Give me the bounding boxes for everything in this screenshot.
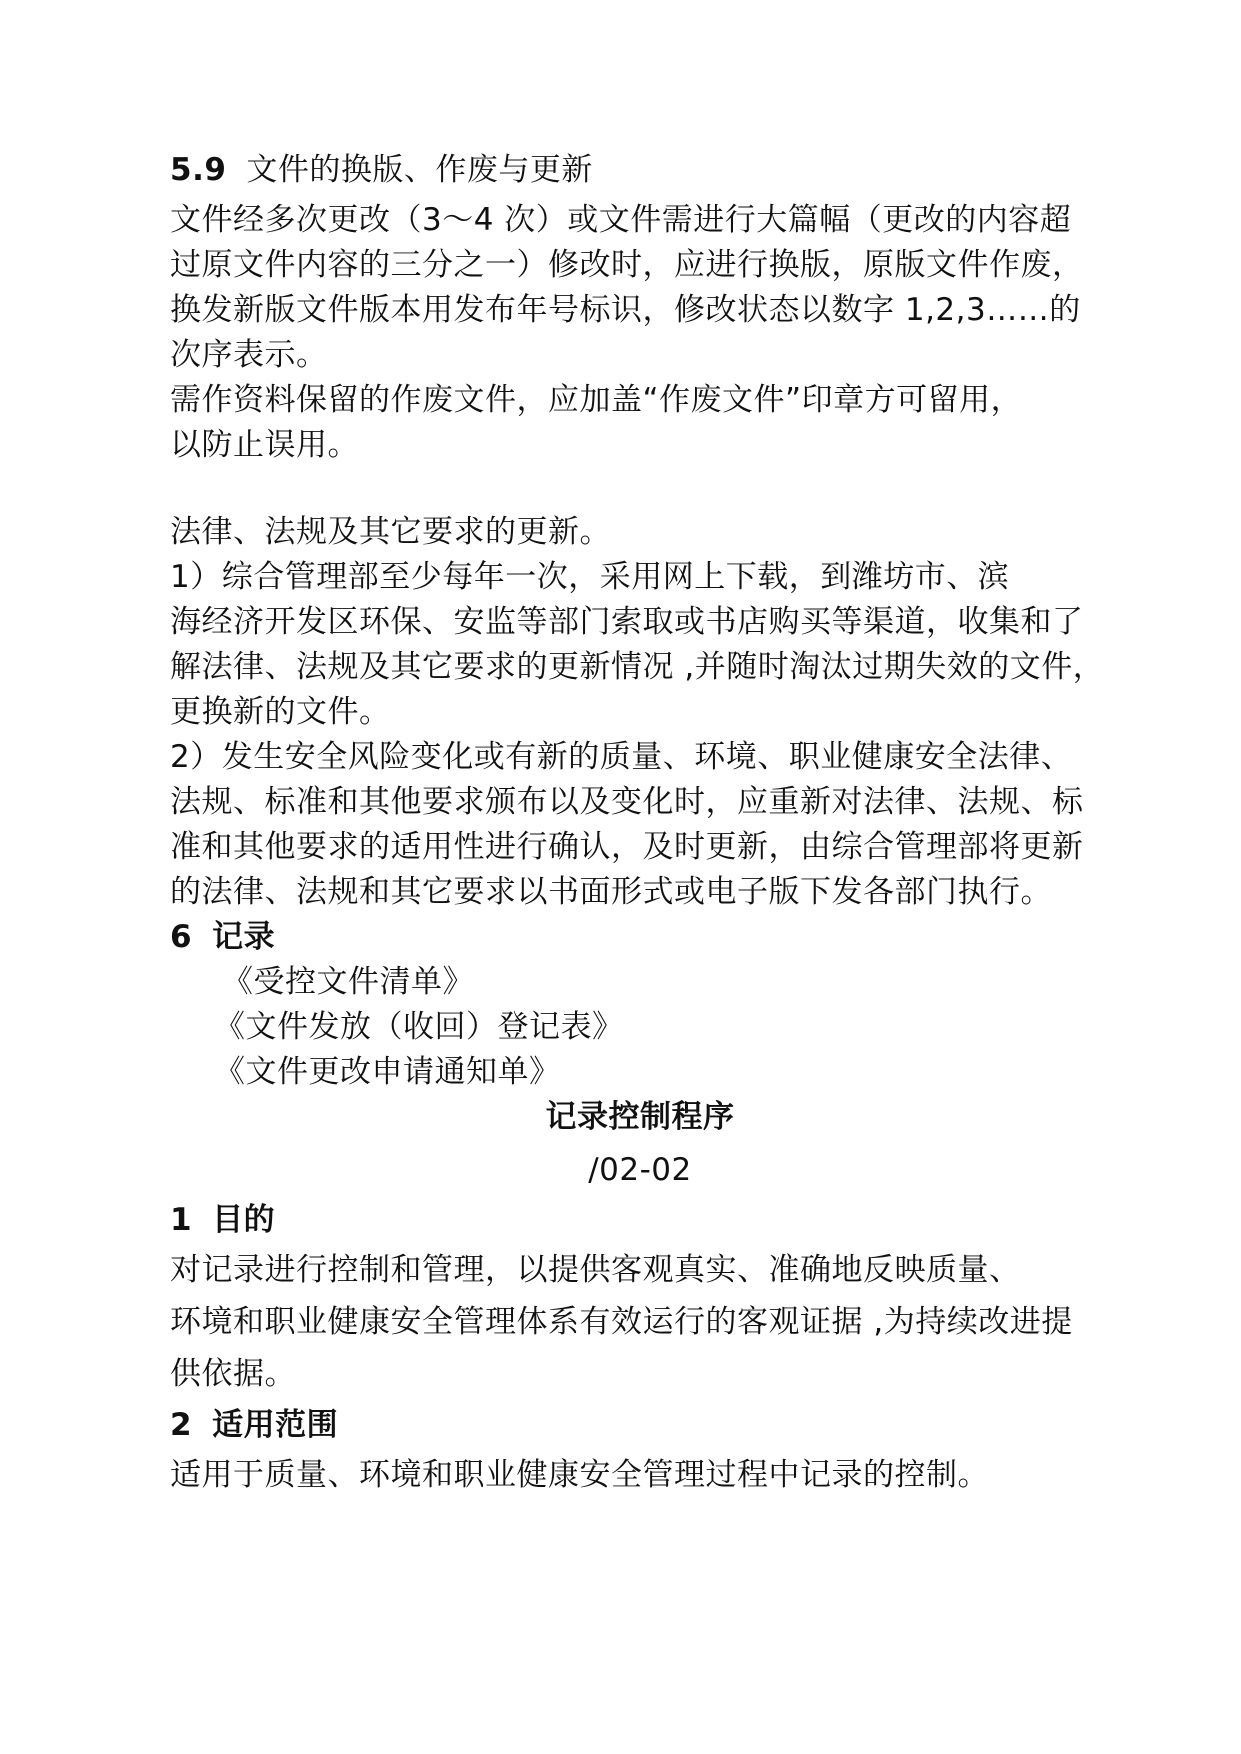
section-title: 文件的换版、作废与更新: [246, 152, 593, 188]
section-5-9-heading: [170, 150, 1130, 190]
paragraph-line: 更换新的文件。: [170, 694, 391, 730]
paragraph-line: 供依据。: [170, 1356, 296, 1392]
paragraph-line: 过原文件内容的三分之一）修改时，应进行换版，原版文件作废，: [170, 247, 1084, 283]
section-number: 2: [170, 1407, 193, 1443]
section-number: 5.9: [170, 152, 227, 188]
section-title: 记录: [212, 919, 276, 955]
section-1-heading: [170, 1200, 1130, 1240]
record-item: 《文件发放（收回）登记表》: [214, 1009, 624, 1045]
paragraph-line: 2）发生安全风险变化或有新的质量、环境、职业健康安全法律、: [170, 739, 1073, 775]
section-number: 1: [170, 1202, 193, 1238]
section-6-heading: [170, 917, 1130, 957]
paragraph-line: 以防止误用。: [170, 427, 359, 463]
paragraph-line: 次序表示。: [170, 337, 328, 373]
section-title: 目的: [212, 1202, 276, 1238]
paragraph-line: 换发新版文件版本用发布年号标识，修改状态以数字 1,2,3……的: [170, 292, 1081, 328]
paragraph-line: 需作资料保留的作废文件，应加盖“作废文件”印章方可留用，: [170, 382, 1023, 418]
section-title: 适用范围: [212, 1407, 339, 1443]
paragraph-line: 对记录进行控制和管理，以提供客观真实、准确地反映质量、: [170, 1252, 1021, 1288]
record-item: 《文件更改申请通知单》: [214, 1054, 561, 1090]
law-update-heading: 法律、法规及其它要求的更新。: [170, 514, 611, 550]
paragraph-line: 海经济开发区环保、安监等部门索取或书店购买等渠道，收集和了: [170, 604, 1084, 640]
paragraph-line: 的法律、法规和其它要求以书面形式或电子版下发各部门执行。: [170, 874, 1052, 910]
record-item: 《受控文件清单》: [222, 964, 474, 1000]
paragraph-line: 文件经多次更改（3～4 次）或文件需进行大篇幅（更改的内容超: [170, 202, 1072, 238]
paragraph-line: 法规、标准和其他要求颁布以及变化时，应重新对法律、法规、标: [170, 784, 1084, 820]
procedure-code: /02-02: [588, 1152, 692, 1188]
procedure-title: 记录控制程序: [545, 1099, 735, 1135]
section-2-heading: [170, 1405, 1130, 1445]
paragraph-line: 适用于质量、环境和职业健康安全管理过程中记录的控制。: [170, 1457, 989, 1493]
paragraph-line: 环境和职业健康安全管理体系有效运行的客观证据 ,为持续改进提: [170, 1304, 1073, 1340]
paragraph-line: 解法律、法规及其它要求的更新情况 ,并随时淘汰过期失效的文件，: [170, 649, 1105, 685]
paragraph-line: 1）综合管理部至少每年一次，采用网上下载，到潍坊市、滨: [170, 559, 1010, 595]
paragraph-line: 准和其他要求的适用性进行确认，及时更新，由综合管理部将更新: [170, 829, 1084, 865]
section-number: 6: [170, 919, 193, 955]
